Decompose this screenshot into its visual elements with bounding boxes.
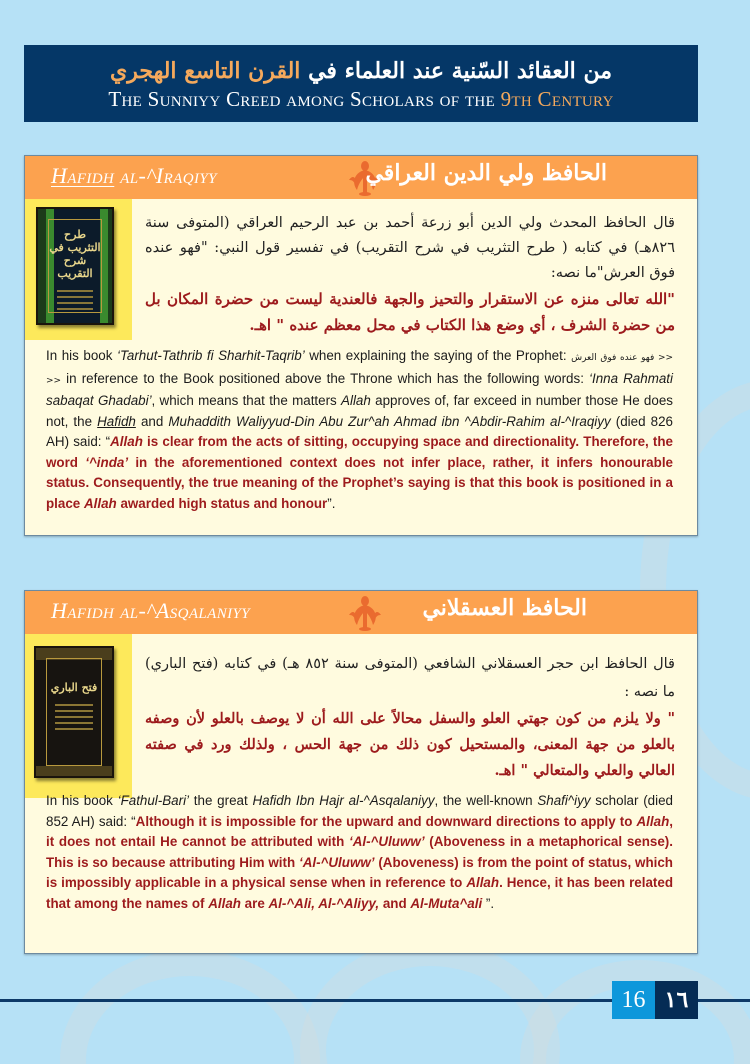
text: (Aboveness) is from the point of status, which is impossibly applicable in a physical sense when in reference to [46,854,673,890]
floral-ornament-icon [345,595,385,631]
book-title: ‘Fathul-Bari’ [117,793,190,808]
scholar-full-name: Muhaddith Waliyyud-Din Abu Zur^ah Ahmad ibn ^Abdir-Rahim al-^Iraqiyy [168,413,611,429]
text: (died 826 AH) said: “ [46,413,673,449]
book-cover-lines [55,700,93,734]
allah-term: Allah [341,393,371,408]
divine-names: Al-Muta^ali [410,895,483,911]
text: and [135,413,169,429]
text: are [240,895,269,911]
text: In his book [46,348,117,363]
book-cover-image [34,646,114,778]
allah-term: Allah [110,434,143,449]
text: in reference to the Book positioned above the Throne which has the following words: [61,370,590,386]
allah-term: Allah [83,495,117,511]
book-cover-title: فتح الباري [50,681,98,694]
page-number-badge [612,981,698,1019]
book-cover-title: طرح التثريب في شرح التقريب [49,228,101,280]
title-arabic-main: من العقائد السّنية عند العلماء في [308,57,612,84]
arabic-quote: "الله تعالى منزه عن الاستقرار والتحيز والجهة فالعندية ليست من حضرة المكان بل من حضرة الشرف ، أي وضع هذا الكتاب في محل معظم عنده " اهـ. [145,290,675,334]
text: , which means that the matters [151,393,342,408]
title-arabic [110,56,612,86]
english-quote [46,434,673,511]
scholar-name-english [51,163,217,189]
text: scholar (died 852 AH) said: “ [46,793,673,829]
text: when explaining the saying of the Prophet: [304,348,572,363]
text: and [379,895,411,911]
text: approves of, far exceed in number those He does not, the [46,393,673,429]
scholar-full-name: Hafidh Ibn Hajr al-^Asqalaniyy [252,793,435,808]
allah-term: Allah [466,875,500,890]
allah-term: Allah [636,813,670,829]
scholar-name-arabic: الحافظ ولي الدين العراقي [365,160,607,186]
english-text-block [46,346,673,514]
title-english-accent: 9th Century [500,86,614,111]
background-ornament [60,950,320,1064]
page-number-english: 16 [612,981,655,1019]
text: . Hence, it has been related that among the names of [46,875,673,911]
scholar-name-title: Hafidh [51,163,115,188]
scholar-name-arabic: الحافظ العسقلاني [422,595,587,621]
text: the great [189,793,253,808]
title-arabic-accent: القرن التاسع الهجري [110,57,301,84]
book-cover-frame [46,658,102,766]
text: in the aforementioned context does not infer place, rather, it infers honourable status. Consequently, the true meaning of the Prophet’s saying is that this book is positioned in a place [46,454,673,511]
hadith-words: ‘Inna Rahmati sabaqat Ghadabi’ [46,370,674,408]
card-header [25,156,697,199]
scholar-name-english [51,598,250,624]
title-english-main: The Sunniyy Creed among Scholars of the [108,86,496,111]
scholar-card-iraqiyy [24,155,698,536]
text: , the well-known [434,793,538,808]
text: Although it is impossible for the upward and downward directions to apply to [135,813,637,829]
card-header [25,591,697,634]
arabic-intro: قال الحافظ ابن حجر العسقلاني الشافعي (المتوفى سنة ٨٥٢ هـ) في كتابه (فتح الباري) ما نصه : [145,656,675,700]
text: awarded high status and honour [116,495,328,511]
text: In his book [46,793,118,808]
page-number-arabic: ١٦ [655,981,698,1019]
book-strip [25,199,132,340]
hadith-arabic: << فهو عنده فوق العرش << [46,353,674,386]
text: ”. [482,895,495,911]
arabic-text-block [145,211,675,338]
uluww-term: ‘Al-^Uluww’ [299,854,375,870]
title-english [108,86,613,112]
divine-names: Al-^Ali, Al-^Aliyy, [268,895,380,911]
scholar-name-rest: al-^Iraqiyy [114,163,217,188]
book-title: ‘Tarhut-Tathrib fi Sharhit-Taqrib’ [116,348,305,363]
text: (Aboveness in a metaphorical sense). This is so because attributing Him with [46,834,673,870]
scholar-card-asqalaniyy [24,590,698,954]
text: , it does not entail He cannot be attributed with [46,813,673,849]
book-cover-image [36,207,114,325]
allah-term: Allah [208,895,241,911]
text: ”. [327,495,336,511]
title-banner [24,45,698,122]
english-text-block [46,791,673,914]
book-strip [25,634,132,798]
uluww-term: ‘Al-^Uluww’ [349,834,425,849]
english-quote [46,814,673,911]
madhhab-term: Shafi^iyy [537,793,591,808]
text: is clear from the acts of sitting, occupying space and directionality. Therefore, the word [46,434,673,470]
arabic-quote: " ولا يلزم من كون جهتي العلو والسفل محالاً على الله أن لا يوصف بالعلو لأن وصفه بالعلو من جهة المعنى، والمستحيل كون ذلك من جهة الحس ، ولذلك ورد في صفته العالي والعلي والمتعالي " اهـ. [145,710,675,779]
scholar-name: Hafidh al-^Asqalaniyy [51,598,251,623]
arabic-text-block [145,650,675,784]
arabic-intro: قال الحافظ المحدث ولي الدين أبو زرعة أحمد بن عبد الرحيم العراقي (المتوفى سنة ٨٢٦هـ) في كتابه ( طرح التثريب في شرح التقريب) في تفسير قول النبي: "فهو عنده فوق العرش"ما نصه: [145,215,675,281]
background-ornament [300,940,560,1064]
inda-term: ‘^inda’ [85,454,129,470]
title-term: Hafidh [97,413,136,429]
book-cover-lines [57,286,93,314]
book-cover-frame [48,219,102,313]
